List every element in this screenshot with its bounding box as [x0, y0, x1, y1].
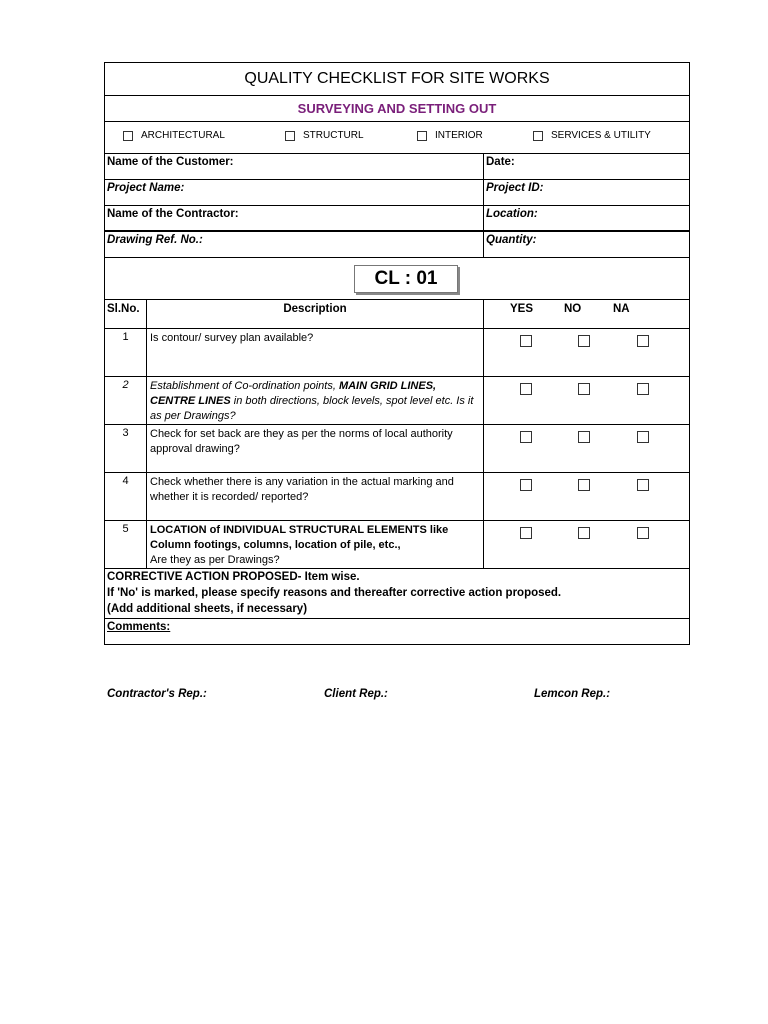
no-header: NO [564, 303, 582, 315]
yes-checkbox[interactable] [520, 383, 532, 395]
no-checkbox[interactable] [578, 335, 590, 347]
na-checkbox[interactable] [637, 335, 649, 347]
form-subtitle: SURVEYING AND SETTING OUT [105, 96, 689, 122]
checklist-code: CL : 01 [354, 265, 458, 293]
no-checkbox[interactable] [578, 431, 590, 443]
checklist-form [104, 62, 690, 645]
project-id-field[interactable]: Project ID: [486, 182, 544, 194]
checklist-code-row [105, 258, 689, 300]
table-row [105, 377, 689, 425]
no-checkbox[interactable] [578, 527, 590, 539]
category-label: INTERIOR [435, 130, 483, 141]
desc-emphasis: MAIN GRID LINES, CENTRE LINES [150, 380, 437, 407]
contractor-rep-label: Contractor's Rep.: [107, 688, 207, 700]
info-row-contractor [105, 206, 689, 232]
table-header [105, 300, 689, 329]
slno-header: Sl.No. [105, 300, 147, 328]
lemcon-rep-label: Lemcon Rep.: [534, 688, 611, 700]
table-row [105, 521, 689, 569]
client-rep-label: Client Rep.: [324, 688, 388, 700]
comments-label: Comments: [107, 621, 171, 633]
desc-emphasis: LOCATION of INDIVIDUAL STRUCTURAL ELEMENTS like Column footings, columns, location of pile, etc., [150, 524, 449, 551]
comments-section[interactable] [105, 619, 689, 644]
yes-header: YES [510, 303, 534, 315]
row-description [147, 521, 484, 568]
answer-cells [484, 377, 689, 424]
answer-headers [484, 300, 689, 328]
form-title: QUALITY CHECKLIST FOR SITE WORKS [105, 63, 689, 96]
quantity-field[interactable]: Quantity: [486, 234, 537, 246]
category-architectural [123, 130, 225, 141]
na-checkbox[interactable] [637, 527, 649, 539]
yes-checkbox[interactable] [520, 527, 532, 539]
answer-cells [484, 473, 689, 520]
row-description: Is contour/ survey plan available? [147, 329, 484, 376]
location-field[interactable]: Location: [486, 208, 538, 220]
info-row-drawing [105, 232, 689, 258]
row-description: Check whether there is any variation in the actual marking and whether it is recorded/ reported? [147, 473, 484, 520]
answer-cells [484, 521, 689, 568]
customer-field[interactable]: Name of the Customer: [105, 154, 484, 179]
answer-cells [484, 329, 689, 376]
table-row [105, 425, 689, 473]
row-number: 3 [105, 425, 147, 472]
services-checkbox[interactable] [533, 131, 543, 141]
yes-checkbox[interactable] [520, 431, 532, 443]
corrective-note: (Add additional sheets, if necessary) [107, 603, 308, 615]
table-row [105, 473, 689, 521]
row-number: 1 [105, 329, 147, 376]
architectural-checkbox[interactable] [123, 131, 133, 141]
desc-part: in both directions, block levels, spot level etc. Is it as per Drawings? [150, 395, 474, 422]
category-interior [417, 130, 483, 141]
category-services [533, 130, 651, 141]
row-number: 2 [105, 377, 147, 424]
info-row-project [105, 180, 689, 206]
row-description [147, 377, 484, 424]
structural-checkbox[interactable] [285, 131, 295, 141]
info-row-customer [105, 154, 689, 180]
corrective-action-section [105, 569, 689, 619]
no-checkbox[interactable] [578, 479, 590, 491]
table-row [105, 329, 689, 377]
row-number: 5 [105, 521, 147, 568]
no-checkbox[interactable] [578, 383, 590, 395]
yes-checkbox[interactable] [520, 479, 532, 491]
corrective-heading: CORRECTIVE ACTION PROPOSED- Item wise. [107, 571, 360, 583]
description-header: Description [147, 300, 484, 328]
category-label: ARCHITECTURAL [141, 130, 225, 141]
na-header: NA [613, 303, 630, 315]
yes-checkbox[interactable] [520, 335, 532, 347]
category-label: STRUCTURL [303, 130, 364, 141]
na-checkbox[interactable] [637, 383, 649, 395]
answer-cells [484, 425, 689, 472]
desc-part: Are they as per Drawings? [150, 554, 280, 566]
row-number: 4 [105, 473, 147, 520]
corrective-instruction: If 'No' is marked, please specify reasons and thereafter corrective action proposed. [107, 587, 562, 599]
desc-part: Establishment of Co-ordination points, [150, 380, 339, 392]
na-checkbox[interactable] [637, 431, 649, 443]
category-structural [285, 130, 364, 141]
date-field[interactable]: Date: [486, 156, 515, 168]
interior-checkbox[interactable] [417, 131, 427, 141]
drawing-ref-field[interactable]: Drawing Ref. No.: [105, 232, 484, 257]
na-checkbox[interactable] [637, 479, 649, 491]
row-description: Check for set back are they as per the norms of local authority approval drawing? [147, 425, 484, 472]
project-name-field[interactable]: Project Name: [105, 180, 484, 205]
contractor-field[interactable]: Name of the Contractor: [105, 206, 484, 230]
category-row [105, 122, 689, 154]
category-label: SERVICES & UTILITY [551, 130, 651, 141]
